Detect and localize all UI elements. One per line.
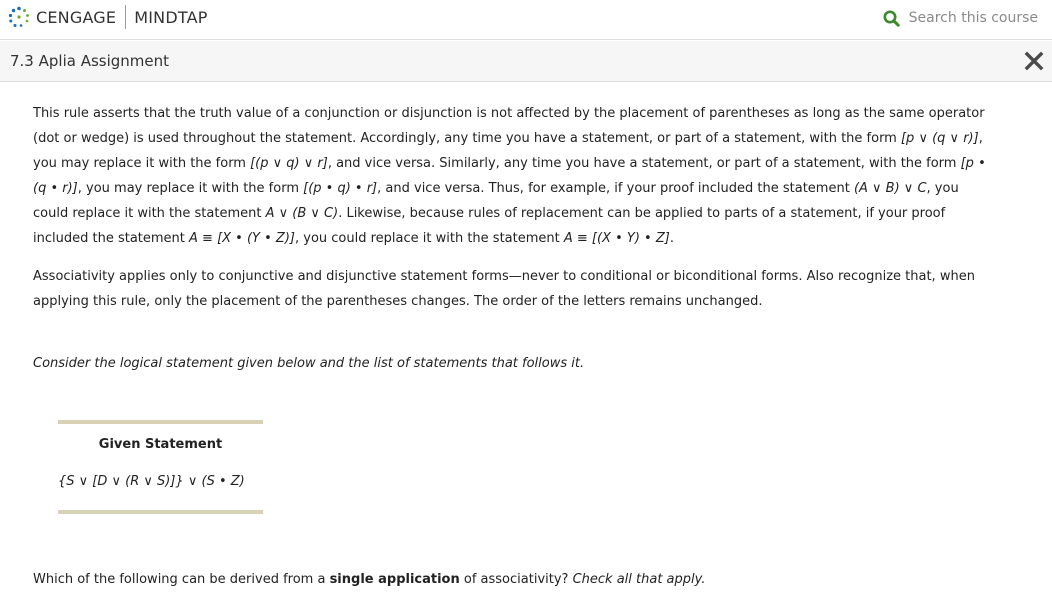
- page-title: 7.3 Aplia Assignment: [10, 52, 170, 70]
- top-bar: [0, 0, 1052, 40]
- brand-name: CENGAGE: [36, 7, 117, 27]
- given-statement-box: [58, 420, 263, 514]
- close-button[interactable]: [1024, 51, 1044, 71]
- brand-logo[interactable]: [8, 5, 208, 29]
- instruction-prompt: Consider the logical statement given below and the list of statements that follows it.: [33, 356, 585, 371]
- assignment-title-bar: [0, 41, 1052, 82]
- rule-explanation-paragraph: This rule asserts that the truth value of a conjunction or disjunction is not affected by the placement of parentheses as long as the same operator (dot or wedge) is used throughout the statement. Accordingly, any time you have a statement, or part of a statement, with the form [p ∨ (q ∨ r)], you may replace it with the form [(p ∨ q) ∨ r], and vice versa. Similarly, any time you have a statement, or part of a statement, with the form [p • (q • r)], you may replace it with the form [(p • q) • r], and vice versa. Thus, for example, if your proof included the statement (A ∨ B) ∨ C, you could replace it with the statement A ∨ (B ∨ C). Likewise, because rules of replacement can be applied to parts of a statement, if your proof included the statement A ≡ [X • (Y • Z)], you could replace it with the statement A ≡ [(X • Y) • Z].: [33, 106, 986, 246]
- assignment-content: [33, 101, 998, 376]
- given-top-rule: [58, 420, 263, 424]
- search-icon: [883, 10, 900, 27]
- associativity-note-paragraph: Associativity applies only to conjunctive and disjunctive statement forms—never to conditional or biconditional forms. Also recognize that, when applying this rule, only the placement of the parentheses changes. The order of the letters remains unchanged.: [33, 269, 975, 309]
- brand-divider: [125, 5, 126, 29]
- given-heading: Given Statement: [98, 437, 223, 452]
- given-statement: {S ∨ [D ∨ (R ∨ S)]} ∨ (S • Z): [58, 474, 245, 489]
- product-name: MINDTAP: [134, 7, 208, 27]
- search-input[interactable]: [883, 6, 1038, 30]
- given-bottom-rule: [58, 510, 263, 514]
- cengage-logo-icon: [8, 6, 30, 28]
- search-placeholder: Search this course: [908, 10, 1038, 26]
- question-text: Which of the following can be derived from a single application of associativity? Check all that apply.: [33, 572, 706, 587]
- close-icon: [1024, 51, 1044, 71]
